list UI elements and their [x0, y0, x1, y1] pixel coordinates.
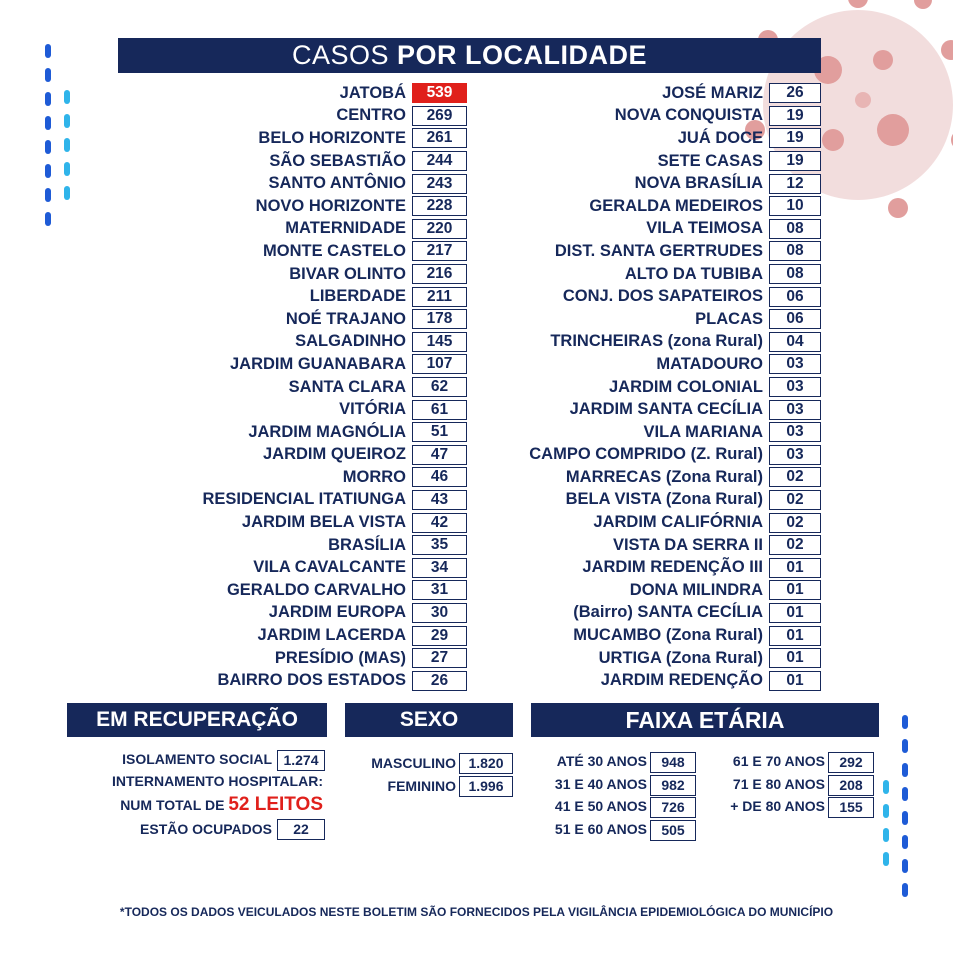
- locality-cases: 01: [769, 558, 821, 578]
- decorative-dashes-left-dark: [45, 44, 55, 236]
- locality-name: PLACAS: [695, 309, 763, 328]
- locality-cases: 04: [769, 332, 821, 352]
- locality-name: JARDIM CALIFÓRNIA: [593, 513, 763, 532]
- locality-row: [118, 647, 467, 670]
- locality-row: [488, 150, 821, 173]
- locality-row: [118, 511, 467, 534]
- locality-cases: 178: [412, 309, 467, 329]
- locality-name: MATADOURO: [656, 354, 763, 373]
- locality-cases: 217: [412, 241, 467, 261]
- age-group-value: 505: [650, 820, 696, 841]
- locality-row: [488, 82, 821, 105]
- locality-name: JARDIM REDENÇÃO III: [582, 558, 763, 577]
- locality-row: [118, 466, 467, 489]
- locality-name: MARRECAS (Zona Rural): [565, 467, 763, 486]
- locality-name: VILA TEIMOSA: [646, 219, 763, 238]
- locality-name: PRESÍDIO (MAS): [274, 648, 406, 667]
- locality-row: [488, 105, 821, 128]
- locality-name: LIBERDADE: [309, 287, 406, 306]
- locality-row: [488, 240, 821, 263]
- locality-cases: 19: [769, 128, 821, 148]
- locality-name: CONJ. DOS SAPATEIROS: [562, 287, 763, 306]
- occupied-label: ESTÃO OCUPADOS: [140, 821, 272, 837]
- age-group-value: 948: [650, 752, 696, 773]
- locality-name: VITÓRIA: [339, 400, 406, 419]
- locality-cases: 01: [769, 603, 821, 623]
- female-label: FEMININO: [387, 778, 456, 794]
- decorative-dashes-right-dark: [902, 715, 912, 907]
- locality-row: [488, 353, 821, 376]
- locality-name: RESIDENCIAL ITATIUNGA: [202, 490, 406, 509]
- locality-name: JARDIM REDENÇÃO: [600, 671, 763, 690]
- locality-row: [118, 669, 467, 692]
- locality-name: BELA VISTA (Zona Rural): [565, 490, 763, 509]
- locality-name: BRASÍLIA: [328, 535, 406, 554]
- locality-row: [118, 556, 467, 579]
- locality-cases: 12: [769, 174, 821, 194]
- locality-cases: 47: [412, 445, 467, 465]
- locality-row: [488, 624, 821, 647]
- age-group-label: 51 E 60 ANOS: [554, 820, 647, 837]
- locality-row: [118, 534, 467, 557]
- male-value: 1.820: [459, 753, 513, 774]
- locality-cases: 03: [769, 377, 821, 397]
- hospital-label: INTERNAMENTO HOSPITALAR:: [111, 773, 323, 789]
- locality-cases: 01: [769, 580, 821, 600]
- locality-name: BAIRRO DOS ESTADOS: [217, 671, 406, 690]
- locality-row: [488, 602, 821, 625]
- locality-name: VISTA DA SERRA II: [612, 535, 763, 554]
- locality-cases: 42: [412, 513, 467, 533]
- locality-cases: 243: [412, 174, 467, 194]
- locality-name: ALTO DA TUBIBA: [624, 264, 763, 283]
- locality-row: [118, 285, 467, 308]
- locality-row: [118, 398, 467, 421]
- locality-name: JARDIM EUROPA: [268, 603, 406, 622]
- locality-cases: 61: [412, 400, 467, 420]
- locality-cases: 27: [412, 648, 467, 668]
- locality-cases: 01: [769, 671, 821, 691]
- locality-row: [118, 602, 467, 625]
- male-label: MASCULINO: [371, 755, 456, 771]
- locality-name: SANTO ANTÔNIO: [268, 174, 406, 193]
- locality-row: [118, 150, 467, 173]
- age-group-label: 41 E 50 ANOS: [554, 798, 647, 814]
- title-bold: POR LOCALIDADE: [397, 40, 648, 70]
- left-locality-list: [118, 82, 467, 692]
- locality-cases: 51: [412, 422, 467, 442]
- age-group-value: 982: [650, 775, 696, 796]
- locality-name: SÃO SEBASTIÃO: [269, 151, 406, 170]
- locality-row: [488, 195, 821, 218]
- locality-cases: 269: [412, 106, 467, 126]
- locality-cases: 228: [412, 196, 467, 216]
- locality-name: SALGADINHO: [295, 332, 406, 351]
- locality-cases: 03: [769, 400, 821, 420]
- locality-row: [488, 172, 821, 195]
- locality-cases: 01: [769, 648, 821, 668]
- locality-row: [118, 308, 467, 331]
- locality-row: [488, 421, 821, 444]
- locality-cases: 03: [769, 354, 821, 374]
- locality-name: JARDIM COLONIAL: [609, 377, 763, 396]
- locality-name: (Bairro) SANTA CECÍLIA: [573, 603, 763, 622]
- age-group-label: 71 E 80 ANOS: [732, 775, 825, 792]
- locality-name: NOÉ TRAJANO: [285, 309, 406, 328]
- locality-cases: 539: [412, 83, 467, 103]
- age-group-value: 726: [650, 797, 696, 818]
- locality-row: [488, 511, 821, 534]
- decorative-dashes-right-light: [883, 780, 893, 876]
- locality-name: CENTRO: [336, 106, 406, 125]
- locality-cases: 62: [412, 377, 467, 397]
- locality-name: MONTE CASTELO: [263, 241, 406, 260]
- locality-row: [118, 376, 467, 399]
- locality-name: SANTA CLARA: [288, 377, 406, 396]
- locality-name: DIST. SANTA GERTRUDES: [554, 241, 763, 260]
- locality-cases: 08: [769, 219, 821, 239]
- locality-row: [118, 331, 467, 354]
- locality-cases: 46: [412, 467, 467, 487]
- locality-row: [118, 421, 467, 444]
- locality-cases: 107: [412, 354, 467, 374]
- locality-name: SETE CASAS: [657, 151, 763, 170]
- locality-name: BELO HORIZONTE: [258, 128, 406, 147]
- locality-name: JARDIM QUEIROZ: [262, 445, 406, 464]
- locality-row: [118, 444, 467, 467]
- locality-row: [488, 489, 821, 512]
- locality-cases: 29: [412, 626, 467, 646]
- locality-cases: 244: [412, 151, 467, 171]
- total-beds-value: 52 LEITOS: [228, 794, 323, 815]
- locality-row: [488, 285, 821, 308]
- locality-cases: 06: [769, 309, 821, 329]
- locality-row: [118, 353, 467, 376]
- locality-cases: 06: [769, 287, 821, 307]
- age-group-label: + DE 80 ANOS: [730, 798, 825, 814]
- locality-name: VILA MARIANA: [643, 422, 763, 441]
- locality-row: [118, 172, 467, 195]
- locality-name: MATERNIDADE: [285, 219, 406, 238]
- locality-name: JARDIM SANTA CECÍLIA: [569, 400, 763, 419]
- locality-row: [488, 444, 821, 467]
- locality-cases: 01: [769, 626, 821, 646]
- locality-row: [488, 534, 821, 557]
- locality-cases: 19: [769, 106, 821, 126]
- locality-name: MUCAMBO (Zona Rural): [573, 626, 763, 645]
- locality-row: [118, 624, 467, 647]
- isolation-value: 1.274: [277, 750, 325, 771]
- locality-name: NOVA BRASÍLIA: [634, 174, 763, 193]
- locality-name: JARDIM MAGNÓLIA: [248, 422, 406, 441]
- age-group-value: 208: [828, 775, 874, 796]
- locality-name: TRINCHEIRAS (zona Rural): [550, 332, 763, 351]
- locality-name: JARDIM GUANABARA: [230, 354, 406, 373]
- locality-cases: 26: [769, 83, 821, 103]
- occupied-value: 22: [277, 819, 325, 840]
- locality-name: NOVA CONQUISTA: [614, 106, 763, 125]
- locality-row: [488, 331, 821, 354]
- locality-name: GERALDA MEDEIROS: [589, 196, 763, 215]
- age-header: FAIXA ETÁRIA: [531, 703, 879, 737]
- total-beds-label: NUM TOTAL DE: [120, 797, 225, 813]
- locality-cases: 43: [412, 490, 467, 510]
- locality-name: URTIGA (Zona Rural): [598, 648, 763, 667]
- locality-row: [488, 263, 821, 286]
- locality-name: JARDIM LACERDA: [257, 626, 406, 645]
- locality-row: [118, 263, 467, 286]
- locality-cases: 02: [769, 490, 821, 510]
- age-group-label: 31 E 40 ANOS: [554, 775, 647, 792]
- locality-cases: 26: [412, 671, 467, 691]
- locality-cases: 08: [769, 264, 821, 284]
- locality-cases: 145: [412, 332, 467, 352]
- locality-name: JARDIM BELA VISTA: [241, 513, 406, 532]
- locality-cases: 10: [769, 196, 821, 216]
- locality-row: [488, 398, 821, 421]
- locality-name: JOSÉ MARIZ: [662, 83, 763, 102]
- locality-row: [488, 466, 821, 489]
- locality-name: MORRO: [342, 467, 406, 486]
- locality-cases: 02: [769, 513, 821, 533]
- female-value: 1.996: [459, 776, 513, 797]
- locality-row: [488, 127, 821, 150]
- sex-header: SEXO: [345, 703, 513, 737]
- locality-row: [488, 218, 821, 241]
- locality-row: [488, 647, 821, 670]
- age-group-label: ATÉ 30 ANOS: [556, 753, 647, 769]
- locality-cases: 31: [412, 580, 467, 600]
- locality-cases: 211: [412, 287, 467, 307]
- locality-row: [118, 127, 467, 150]
- locality-name: CAMPO COMPRIDO (Z. Rural): [529, 445, 763, 464]
- locality-row: [118, 218, 467, 241]
- locality-cases: 03: [769, 445, 821, 465]
- locality-cases: 34: [412, 558, 467, 578]
- locality-cases: 216: [412, 264, 467, 284]
- locality-name: JUÁ DOCE: [677, 128, 763, 147]
- locality-row: [488, 556, 821, 579]
- age-group-value: 155: [828, 797, 874, 818]
- locality-row: [118, 579, 467, 602]
- locality-name: DONA MILINDRA: [629, 580, 763, 599]
- locality-row: [488, 669, 821, 692]
- locality-name: NOVO HORIZONTE: [255, 196, 406, 215]
- locality-cases: 30: [412, 603, 467, 623]
- locality-cases: 02: [769, 535, 821, 555]
- locality-cases: 220: [412, 219, 467, 239]
- locality-cases: 03: [769, 422, 821, 442]
- right-locality-list: [488, 82, 821, 692]
- locality-name: JATOBÁ: [339, 83, 406, 102]
- locality-row: [488, 308, 821, 331]
- locality-cases: 261: [412, 128, 467, 148]
- age-group-value: 292: [828, 752, 874, 773]
- decorative-dashes-left-light: [64, 90, 74, 210]
- locality-row: [118, 105, 467, 128]
- locality-name: GERALDO CARVALHO: [226, 580, 406, 599]
- locality-row: [488, 579, 821, 602]
- age-group-label: 61 E 70 ANOS: [732, 753, 825, 769]
- locality-cases: 35: [412, 535, 467, 555]
- locality-cases: 08: [769, 241, 821, 261]
- isolation-label: ISOLAMENTO SOCIAL: [122, 751, 272, 767]
- locality-row: [118, 240, 467, 263]
- locality-row: [488, 376, 821, 399]
- locality-row: [118, 82, 467, 105]
- title-light: CASOS: [291, 40, 389, 70]
- locality-name: BIVAR OLINTO: [289, 264, 406, 283]
- locality-row: [118, 489, 467, 512]
- locality-row: [118, 195, 467, 218]
- recovery-header: EM RECUPERAÇÃO: [67, 703, 327, 737]
- footer-note: *TODOS OS DADOS VEICULADOS NESTE BOLETIM SÃO FORNECIDOS PELA VIGILÂNCIA EPIDEMIOLÓGICA DO MUNICÍPIO: [119, 905, 834, 919]
- locality-cases: 19: [769, 151, 821, 171]
- locality-name: VILA CAVALCANTE: [253, 558, 406, 577]
- page-title: [118, 38, 821, 73]
- total-beds-row: [120, 794, 323, 816]
- locality-cases: 02: [769, 467, 821, 487]
